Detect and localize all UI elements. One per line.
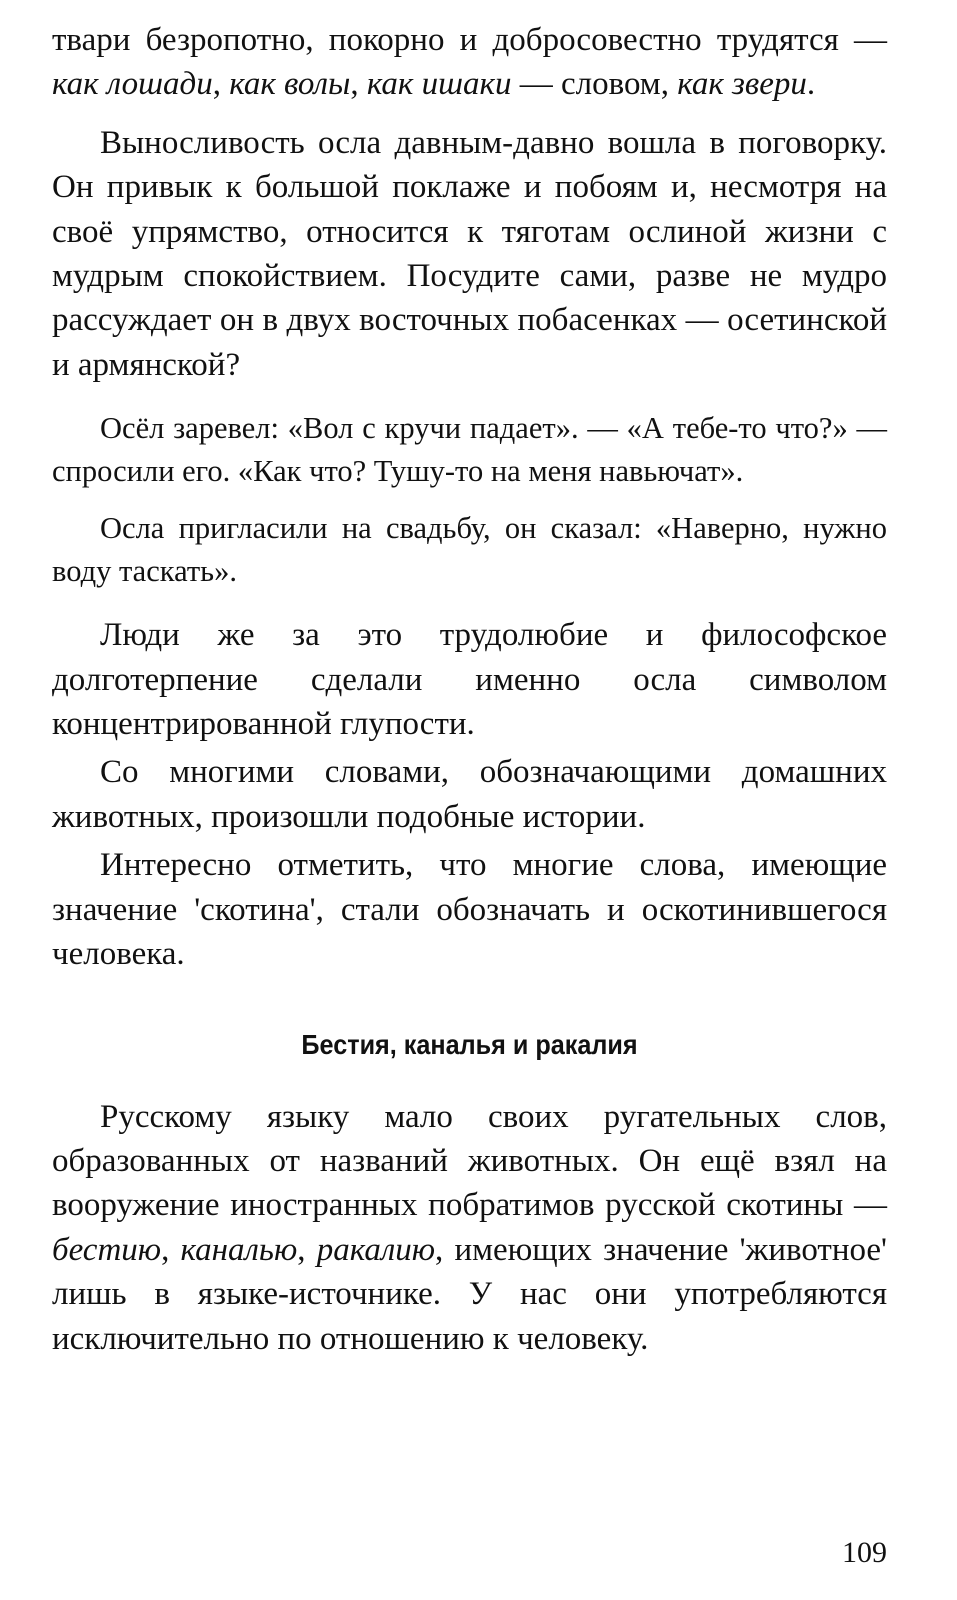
paragraph-text: , имеющих значение 'животное' лишь в языке-источнике. У нас они употребляются исключительно по отношению к человеку. xyxy=(52,1231,887,1357)
paragraph-borrowed-words xyxy=(52,1095,887,1361)
separator: . xyxy=(806,66,816,103)
paragraph-stupidity: Люди же за это трудолюбие и философское долготерпение сделали именно осла символом концентрированной глупости. xyxy=(52,617,887,743)
paragraph-continuation xyxy=(52,18,887,107)
book-page xyxy=(52,18,887,1361)
paragraph-domestic-animals: Со многими словами, обозначающими домашних животных, произошли подобные истории. xyxy=(52,754,887,835)
italic-word: каналью xyxy=(180,1231,298,1268)
italic-phrase: как звери xyxy=(677,66,807,103)
page-number: 109 xyxy=(842,1536,887,1569)
italic-phrase: как волы xyxy=(229,66,351,103)
section-heading: Бестия, каналья и ракалия xyxy=(301,1028,638,1060)
paragraph-text: — словом, xyxy=(511,66,678,103)
italic-word: ракалию xyxy=(316,1231,435,1268)
quote-armenian: Осла пригласили на свадьбу, он сказал: «Наверно, нужно воду таскать». xyxy=(52,511,887,589)
italic-phrase: как ишаки xyxy=(366,66,512,103)
paragraph-text: Русскому языку мало своих ругательных слов, образованных от названий животных. Он ещё взял на вооружение иностранных побратимов русской скотины — xyxy=(52,1098,887,1224)
quote-block xyxy=(52,407,887,593)
separator: , xyxy=(161,1231,181,1268)
quote-ossetian: Осёл заревел: «Вол с кручи падает». — «А тебе-то что?» — спросили его. «Как что? Тушу-то на меня навьючат». xyxy=(52,411,887,489)
italic-phrase: как лошади xyxy=(52,66,213,103)
separator: , xyxy=(297,1231,317,1268)
paragraph-text: твари безропотно, покорно и добросовестно трудятся — xyxy=(52,22,887,58)
paragraph-endurance: Выносливость осла давным-давно вошла в поговорку. Он привык к большой поклаже и побоям и, несмотря на своё упрямство, относится к тяготам ослиной жизни с мудрым спокойствием. Посудите сами, разве не мудро рассуждает он в двух восточных побасенках — осетинской и армянской? xyxy=(52,124,887,383)
italic-word: бестию xyxy=(52,1231,162,1268)
separator: , xyxy=(350,66,367,103)
separator: , xyxy=(212,66,230,103)
paragraph-cattle-meaning: Интересно отметить, что многие слова, имеющие значение 'скотина', стали обозначать и оскотинившегося человека. xyxy=(52,847,887,973)
